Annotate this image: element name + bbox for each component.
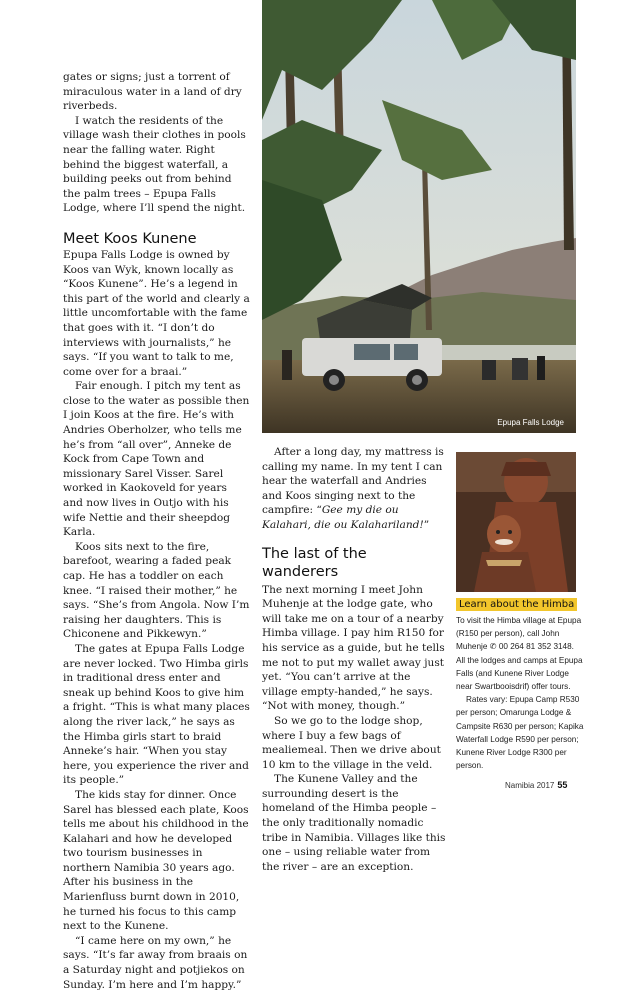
paragraph: So we go to the lodge shop, where I buy a few bags of mealiemeal. Then we drive about 10 km to the village in the veld. bbox=[262, 714, 441, 771]
paragraph: Koos sits next to the fire, barefoot, wearing a faded peak cap. He has a toddler on each knee. “I raised their mother,” he says. “She’s from Angola. Now I’m raising her daughters. This is Chiconene and Pikkewyn.” bbox=[63, 540, 250, 641]
paragraph: Fair enough. I pitch my tent as close to the water as possible then I join Koos at the fire. He’s with Andries Oberholzer, who tells me he’s from “all over”, Anneke de Kock from Cape Town and missionary Sarel Visser. Sarel worked in Kaokoveld for years and now lives in Outjo with his wife Nettie and their sheepdog Karla. bbox=[63, 380, 250, 539]
paragraph: I watch the residents of the village wash their clothes in pools near the falling water. Right behind the biggest waterfall, a building peeks out from behind the palm trees – Epupa Falls Lodge, where I’ll spend the night. bbox=[63, 114, 246, 215]
paragraph: The next morning I meet John Muhenje at the lodge gate, who will take me on a tour of a nearby Himba village. I pay him R150 for his service as a guide, but he tells me not to put my wallet away just yet. “You can’t arrive at the village empty-handed,” he says. “Not with money, though.” bbox=[262, 583, 445, 713]
paragraph: Epupa Falls Lodge is owned by Koos van Wyk, known locally as “Koos Kunene”. He’s a legend in this part of the world and clearly a little uncomfortable with the fame that goes with it. “I don’t do interviews with journalists,” he says. “If you want to talk to me, come over for a braai.” bbox=[63, 248, 250, 378]
middle-text-column bbox=[262, 445, 447, 874]
left-text-column bbox=[63, 70, 250, 992]
magazine-name: Namibia 2017 bbox=[505, 781, 555, 790]
paragraph: gates or signs; just a torrent of miraculous water in a land of dry riverbeds. bbox=[63, 71, 242, 113]
sidebar-title: Learn about the Himba bbox=[456, 598, 577, 611]
page-number: 55 bbox=[557, 780, 568, 790]
photo-caption: Epupa Falls Lodge bbox=[497, 418, 564, 427]
text-run: After a long day, my mattress is calling my name. In my tent I can hear the waterfall and Andries and Koos singing next to the campfire: “ bbox=[262, 446, 444, 517]
sidebar-paragraph: To visit the Himba village at Epupa (R150 per person), call John Muhenje ✆ 00 264 81 352 3148. All the lodges and camps at Epupa Falls (and Kunene River Lodge near Swartbooisdrif) offer tours. bbox=[456, 616, 583, 692]
himba-info-sidebar bbox=[456, 598, 584, 772]
campsite-illustration bbox=[262, 0, 576, 433]
page-footer bbox=[505, 780, 567, 790]
section-heading-last-of-wanderers: The last of the wanderers bbox=[262, 545, 367, 580]
sidebar-paragraph: Rates vary: Epupa Camp R530 per person; Omarunga Lodge & Campsite R630 per person; Kapika Waterfall Lodge R590 per person; Kunene River Lodge R300 per person. bbox=[456, 695, 584, 771]
paragraph: The Kunene Valley and the surrounding desert is the homeland of the Himba people – the only traditionally nomadic tribe in Namibia. Villages like this one – using reliable water from the river – are an exception. bbox=[262, 773, 446, 873]
section-heading-meet-koos-kunene: Meet Koos Kunene bbox=[63, 230, 197, 247]
himba-illustration bbox=[456, 452, 576, 592]
himba-children-photo bbox=[456, 452, 576, 592]
paragraph: “I came here on my own,” he says. “It’s far away from braais on a Saturday night and potjiekos on Sunday. I’m here and I’m happy.” bbox=[63, 934, 248, 991]
paragraph: The kids stay for dinner. Once Sarel has blessed each plate, Koos tells me about his childhood in the Kalahari and how he developed two tourism businesses in northern Namibia 30 years ago. After his business in the Marienfluss burnt down in 2010, he turned his focus to this camp next to the Kunene. bbox=[63, 788, 249, 933]
paragraph: The gates at Epupa Falls Lodge are never locked. Two Himba girls in traditional dress enter and sneak up behind Koos to give him a fright. “This is what many places along the river lack,” he says as the Himba girls start to braid Anneke’s hair. “When you stay here, you experience the river and its people.” bbox=[63, 642, 250, 787]
paragraph bbox=[262, 445, 447, 533]
song-lyric: Gee my die ou Kalahari, die ou Kalahariland! bbox=[262, 504, 424, 531]
text-run: ” bbox=[423, 518, 430, 531]
epupa-falls-lodge-photo bbox=[262, 0, 576, 433]
